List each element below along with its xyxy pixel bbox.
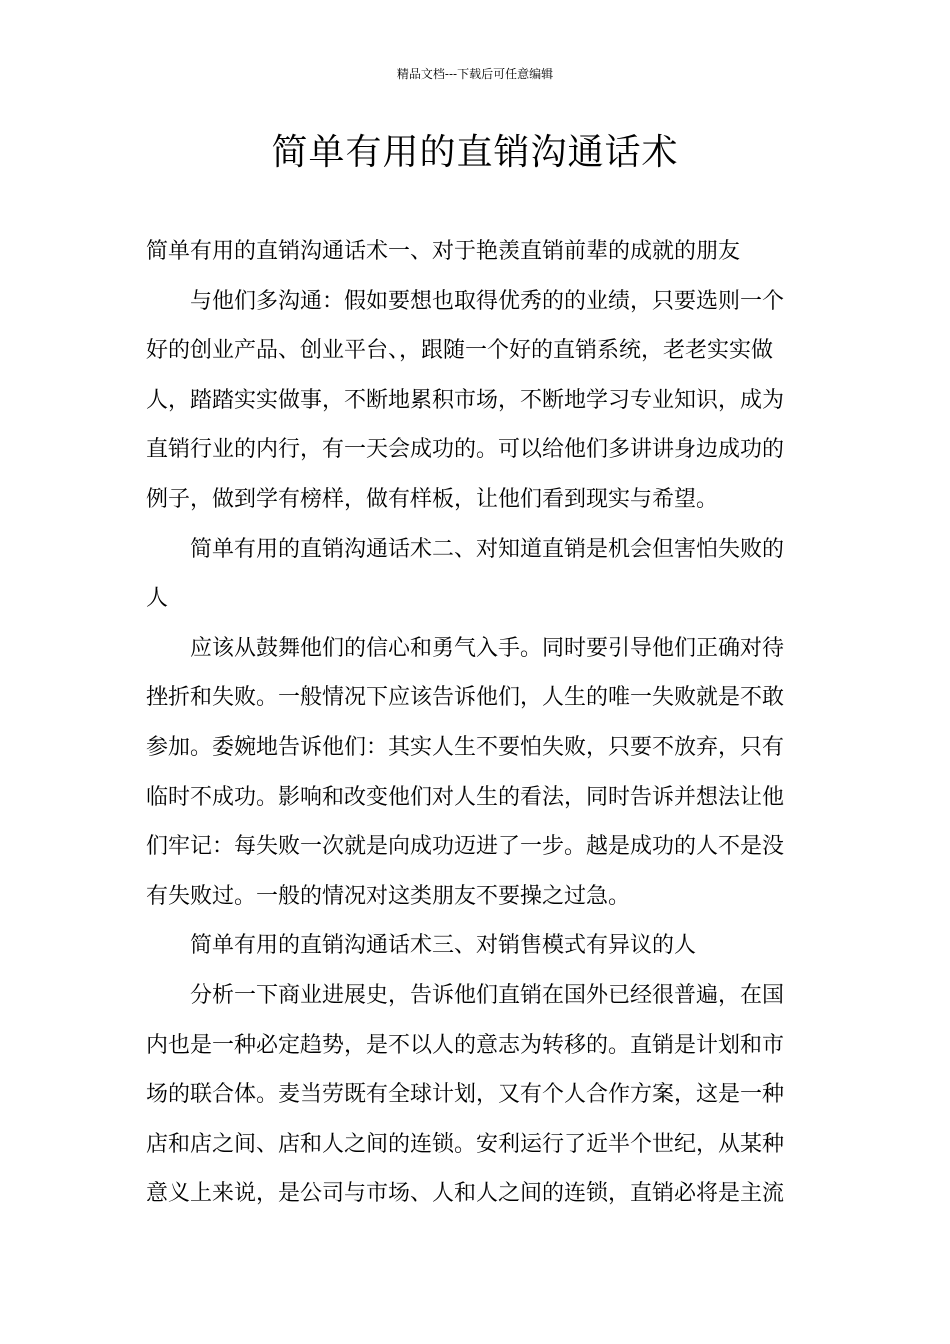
text-line: 与他们多沟通：假如要想也取得优秀的的业绩，只要选则一个 [190,288,785,314]
document-body [146,227,806,1219]
document-title: 简单有用的直销沟通话术 [271,132,679,173]
text-line: 分析一下商业进展史，告诉他们直销在国外已经很普遍，在国 [190,982,785,1008]
text-line: 场的联合体。麦当劳既有全球计划，又有个人合作方案，这是一种 [146,1082,785,1108]
text-line: 简单有用的直销沟通话术一、对于艳羡直销前辈的成就的朋友 [146,239,741,264]
text-line: 简单有用的直销沟通话术三、对销售模式有异议的人 [190,933,697,959]
text-line: 直销行业的内行，有一天会成功的。可以给他们多讲讲身边成功的 [146,437,785,463]
text-line: 人 [146,586,169,612]
text-line: 例子，做到学有榜样，做有样板，让他们看到现实与希望。 [146,486,719,512]
text-line: 有失败过。一般的情况对这类朋友不要操之过急。 [146,883,631,909]
header-note: 精品文档---下载后可任意编辑 [396,67,554,81]
text-line: 店和店之间、店和人之间的连锁。安利运行了近半个世纪，从某种 [146,1131,785,1157]
text-line: 参加。委婉地告诉他们：其实人生不要怕失败，只要不放弃，只有 [146,734,785,760]
text-line: 好的创业产品、创业平台、，跟随一个好的直销系统，老老实实做 [146,338,774,364]
text-line: 临时不成功。影响和改变他们对人生的看法，同时告诉并想法让他 [146,784,785,810]
text-line: 挫折和失败。一般情况下应该告诉他们，人生的唯一失败就是不敢 [146,685,785,711]
text-line: 内也是一种必定趋势，是不以人的意志为转移的。直销是计划和市 [146,1032,785,1058]
text-line: 人，踏踏实实做事，不断地累积市场，不断地学习专业知识，成为 [146,387,785,413]
text-line: 意义上来说，是公司与市场、人和人之间的连锁，直销必将是主流 [146,1181,785,1207]
text-line: 应该从鼓舞他们的信心和勇气入手。同时要引导他们正确对待 [190,635,785,661]
text-line: 简单有用的直销沟通话术二、对知道直销是机会但害怕失败的 [190,536,785,562]
text-line: 们牢记：每失败一次就是向成功迈进了一步。越是成功的人不是没 [146,834,785,860]
